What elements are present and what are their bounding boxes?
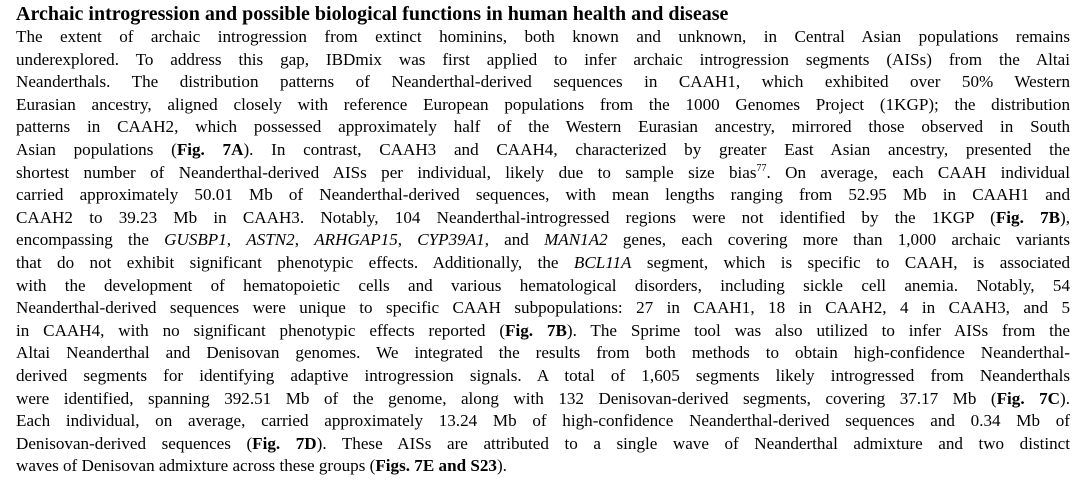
text-run: . On average, each CAAH individual (766, 162, 1070, 182)
gene-name: BCL11A (573, 252, 632, 272)
text-run: Asian populations ( (16, 139, 177, 159)
text-line: Eurasian ancestry, aligned closely with reference European populations from the 1000 Genomes Project (1KGP); the distribution (16, 94, 1070, 114)
gene-name: ARHGAP15 (314, 230, 398, 250)
figure-reference-7b: Fig. 7B (505, 320, 567, 340)
text-run: ). (496, 456, 507, 476)
text-line: Neanderthal-derived sequences were unique to specific CAAH subpopulations: 27 in CAAH1, 18 in CAAH2, 4 in CAAH3, and 5 (16, 298, 1070, 318)
text-line: Neanderthals. The distribution patterns of Neanderthal-derived sequences in CAAH1, which exhibited over 50% Western (16, 72, 1070, 92)
figure-reference-7d: Fig. 7D (252, 433, 317, 453)
text-line: patterns in CAAH2, which possessed approximately half of the Western Eurasian ancestry, mirrored those observed in South (16, 117, 1070, 137)
text-line: with the development of hematopoietic cells and various hematological disorders, including sickle cell anemia. Notably, 54 (16, 275, 1070, 295)
figure-reference-7b: Fig. 7B (995, 207, 1061, 227)
text-run: CAAH2 to 39.23 Mb in CAAH3. Notably, 104 Neanderthal-introgressed regions were not identified by the 1KGP ( (16, 207, 996, 227)
text-line (16, 229, 1070, 252)
figure-reference-7a: Fig. 7A (176, 139, 244, 159)
text-line (16, 455, 1070, 478)
text-run: shortest number of Neanderthal-derived AISs per individual, likely due to sample size bias (16, 162, 757, 182)
text-run: genes, each covering more than 1,000 archaic variants (607, 230, 1071, 250)
text-line (16, 388, 1070, 411)
text-line (16, 252, 1070, 275)
text-line: underexplored. To address this gap, IBDmix was first applied to infer archaic introgression segments (AISs) from the Altai (16, 49, 1070, 69)
text-line: Each individual, on average, carried approximately 13.24 Mb of high-confidence Neanderthal-derived sequences and 0.34 Mb of (16, 411, 1070, 431)
text-run: ). The Sprime tool was also utilized to infer AISs from the (566, 320, 1071, 340)
gene-name: MAN1A2 (544, 230, 608, 250)
gene-name: CYP39A1 (417, 230, 485, 250)
text-run: waves of Denisovan admixture across these groups ( (16, 456, 376, 476)
section-heading: Archaic introgression and possible biological functions in human health and disease (16, 3, 729, 25)
text-run: that do not exhibit significant phenotypic effects. Additionally, the (16, 252, 574, 272)
text-line (16, 162, 1070, 185)
text-run: Denisovan-derived sequences ( (16, 433, 253, 453)
text-run: ). These AISs are attributed to a single wave of Neanderthal admixture and two distinct (316, 433, 1070, 453)
text-run: ). (1060, 388, 1070, 408)
text-run: , and (484, 230, 545, 250)
gene-name: ASTN2 (246, 230, 295, 250)
text-line: The extent of archaic introgression from extinct hominins, both known and unknown, in Central Asian populations remains (16, 27, 1070, 46)
figure-reference-7e-s23: Figs. 7E and S23 (375, 456, 497, 476)
text-line (16, 207, 1070, 230)
text-line: derived segments for identifying adaptive introgression signals. A total of 1,605 segments likely introgressed from Neanderthals (16, 365, 1070, 385)
text-run: ), (1060, 207, 1070, 227)
text-line (16, 433, 1070, 456)
text-run: in CAAH4, with no significant phenotypic effects reported ( (16, 320, 506, 340)
text-line (16, 320, 1070, 343)
text-run: were identified, spanning 392.51 Mb of the genome, along with 132 Denisovan-derived segments, covering 37.17 Mb ( (16, 388, 997, 408)
text-line (16, 139, 1070, 162)
text-run: encompassing the (16, 230, 165, 250)
gene-name: GUSBP1 (164, 230, 227, 250)
text-line: carried approximately 50.01 Mb of Neanderthal-derived sequences, with mean lengths ranging from 52.95 Mb in CAAH1 and (16, 185, 1070, 205)
body-paragraph (16, 26, 1070, 478)
text-run: , (397, 230, 418, 250)
text-run: ). In contrast, CAAH3 and CAAH4, characterized by greater East Asian ancestry, presented the (243, 139, 1070, 159)
figure-reference-7c: Fig. 7C (996, 388, 1061, 408)
text-run: segment, which is specific to CAAH, is associated (631, 252, 1070, 272)
text-run: , (226, 230, 247, 250)
text-line: Altai Neanderthal and Denisovan genomes. We integrated the results from both methods to obtain high-confidence Neanderthal- (16, 343, 1070, 363)
citation-superscript: 77 (756, 162, 767, 174)
text-run: , (294, 230, 315, 250)
